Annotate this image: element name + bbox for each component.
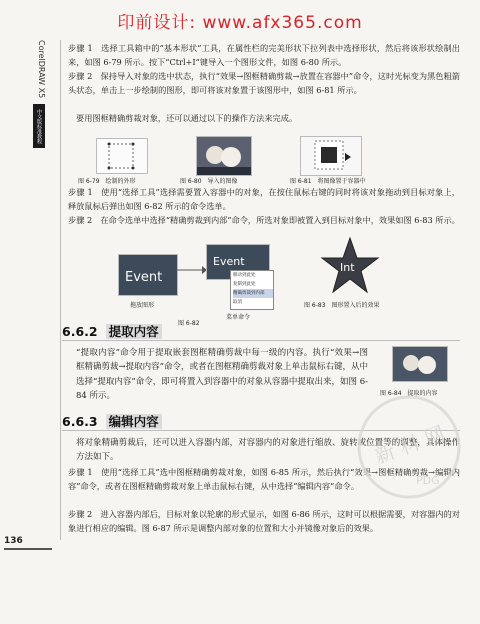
drag-arrow-icon: [176, 262, 208, 278]
figure-6-80: [196, 136, 252, 176]
paragraph-drag-step2: 步骤 2 在命令选单中选择“精确剪裁到内部”命令，所选对象即被置入到目标对象中，效果如图 6-83 所示。: [68, 215, 460, 225]
section-heading-6-6-3: [62, 412, 162, 430]
paragraph-edit-step1: 步骤 1 使用“选择工具”选中图框精确剪裁对象，如图 6-85 所示，然后执行“效果→图框精确剪裁→编辑内容”命令，或者在图框精确剪裁对象上单击鼠标右键，从中选择“编辑内容”命令。: [68, 467, 460, 491]
paragraph-extract: “提取内容”命令用于提取嵌套图框精确剪裁中每一级的内容。执行“效果→图框精确剪裁→提取内容”命令，或者在图框精确剪裁对象上单击鼠标右键，从中选择“提取内容”命令，即可将置入到容器中的对象从容器中提取出来，如图 6-84 所示。: [76, 348, 368, 402]
menu-item[interactable]: 移动到此处: [233, 273, 256, 278]
site-banner: 印前设计: www.afx365.com: [117, 13, 363, 33]
page-number: 136: [4, 536, 23, 546]
watermark-cn: 新 科 网: [371, 420, 448, 469]
book-tag: 中文版标准教程: [33, 104, 45, 148]
paragraph-step1: 步骤 1 选择工具箱中的“基本形状”工具，在属性栏的完美形状下拉列表中选择形状，然后将该形状绘制出来，如图 6-79 所示。按下“Ctrl+I”键导入一个图形文件，如图 6-80 所示。: [68, 43, 460, 67]
caption-6-80: 图 6-80 导入的图像: [180, 178, 238, 185]
paragraph-step2: 步骤 2 保持导入对象的选中状态，执行“效果→图框精确剪裁→放置在容器中”命令，这时光标变为黑色粗箭头状态，单击上一步绘制的图形，即可将该对象置于该图形中，如图 6-81 所示。: [68, 71, 460, 95]
caption-6-81: 图 6-81 将图像置于容器中: [290, 178, 366, 185]
heading-underline: [62, 340, 460, 341]
star-container-icon: [320, 236, 380, 296]
watermark-en: PDG: [416, 474, 440, 487]
caption-6-82: 图 6-82: [178, 320, 200, 327]
watermark-stamp-icon: [354, 392, 464, 502]
menu-item[interactable]: 精确剪裁到内部: [233, 289, 273, 298]
menu-item[interactable]: 取消: [233, 300, 242, 305]
caption-6-84: 图 6-84 提取的内容: [380, 390, 438, 397]
figure-6-84: [392, 346, 448, 382]
placed-in-container-icon: [301, 137, 361, 175]
int-label: Int: [340, 261, 355, 274]
figure-6-82-drag: [118, 254, 178, 296]
event-label-small: Event: [213, 255, 245, 268]
margin-rule: [60, 40, 61, 540]
caption-6-82-drag: 拖放图形: [130, 302, 155, 309]
section-title: 提取内容: [106, 324, 162, 339]
figure-6-79: [96, 138, 148, 174]
caption-6-79: 图 6-79 绘制的外形: [78, 178, 136, 185]
event-label: Event: [125, 270, 163, 285]
section-number: 6.6.3: [62, 414, 98, 429]
imported-photo-icon: [197, 137, 251, 175]
paragraph-intro: 要用图框精确剪裁对象，还可以通过以下的操作方法来完成。: [76, 113, 298, 123]
menu-item[interactable]: 复制到此处: [233, 282, 256, 287]
page-number-bar: [4, 548, 52, 550]
section-number: 6.6.2: [62, 324, 98, 339]
chapter-sidebar: [32, 40, 46, 170]
section-title: 编辑内容: [106, 414, 162, 429]
figure-6-81: [300, 136, 362, 176]
caption-6-82-menu: 菜单命令: [226, 314, 251, 321]
caption-6-83: 图 6-83 图形置入后的效果: [304, 302, 380, 309]
event-graphic-icon: [119, 255, 177, 295]
shape-outline-icon: [97, 139, 147, 173]
paragraph-drag-step1: 步骤 1 使用“选择工具”选择需要置入容器中的对象，在按住鼠标右键的同时将该对象拖动到目标对象上，释放鼠标后弹出如图 6-82 所示的命令选单。: [68, 187, 460, 211]
paragraph-edit-intro: 将对象精确剪裁后，还可以进入容器内部，对容器内的对象进行缩放、旋转或位置等的调整，具体操作方法如下。: [76, 438, 460, 463]
figure-6-83: [320, 236, 380, 296]
paragraph-edit-step2: 步骤 2 进入容器内部后，目标对象以轮廓的形式显示，如图 6-86 所示，这时可以根据需要，对容器内的对象进行相应的编辑。图 6-87 所示是调整内部对象的位置和大小并镜像对象后的效果。: [68, 509, 460, 533]
extracted-content-icon: [393, 347, 447, 381]
context-menu: [230, 270, 274, 310]
section-heading-6-6-2: [62, 322, 162, 340]
book-title: CorelDRAW X5: [37, 40, 46, 99]
